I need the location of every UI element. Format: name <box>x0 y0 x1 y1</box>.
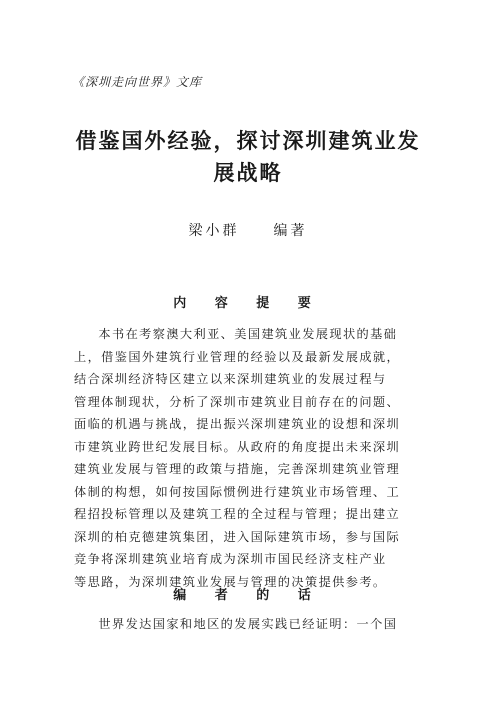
summary-line: 市建筑业跨世纪发展目标。从政府的角度提出未来深圳 <box>74 439 401 454</box>
summary-line: 等思路，为深圳建筑业发展与管理的决策提供参考。 <box>74 574 387 589</box>
book-title-line-1: 借鉴国外经验，探讨深圳建筑业发 <box>75 129 421 153</box>
editor-note-line: 世界发达国家和地区的发展实践已经证明：一个国 <box>98 617 398 631</box>
editor-note-heading: 编 者 的 话 <box>173 588 323 603</box>
editor-note-paragraph <box>74 613 424 636</box>
summary-line: 深圳的柏克德建筑集团，进入国际建筑市场，参与国际 <box>74 529 401 544</box>
summary-paragraph <box>74 323 424 593</box>
summary-line: 结合深圳经济特区建立以来深圳建筑业的发展过程与 <box>74 372 387 386</box>
summary-line: 管理体制现状，分析了深圳市建筑业目前存在的问题、 <box>74 394 401 409</box>
author-role: 编著 <box>273 223 308 239</box>
author-line <box>0 220 496 240</box>
summary-line: 面临的机遇与挑战，提出振兴深圳建筑业的设想和深圳 <box>74 417 401 431</box>
summary-line: 建筑业发展与管理的政策与措施，完善深圳建筑业管理 <box>74 462 401 476</box>
summary-heading: 内 容 提 要 <box>173 296 323 311</box>
summary-line: 本书在考察澳大利亚、美国建筑业发展现状的基础 <box>98 327 398 341</box>
summary-line: 体制的构想，如何按国际惯例进行建筑业市场管理、工 <box>74 484 401 499</box>
summary-line: 程招投标管理以及建筑工程的全过程与管理；提出建立 <box>74 507 401 521</box>
series-label: 《深圳走向世界》文库 <box>72 75 203 89</box>
summary-line: 上，借鉴国外建筑行业管理的经验以及最新发展成就， <box>74 349 401 364</box>
author-name: 梁小群 <box>188 223 240 239</box>
summary-line: 竞争将深圳建筑业培育成为深圳市国民经济支柱产业 <box>74 552 387 566</box>
book-title-line-2: 展战略 <box>213 161 283 185</box>
